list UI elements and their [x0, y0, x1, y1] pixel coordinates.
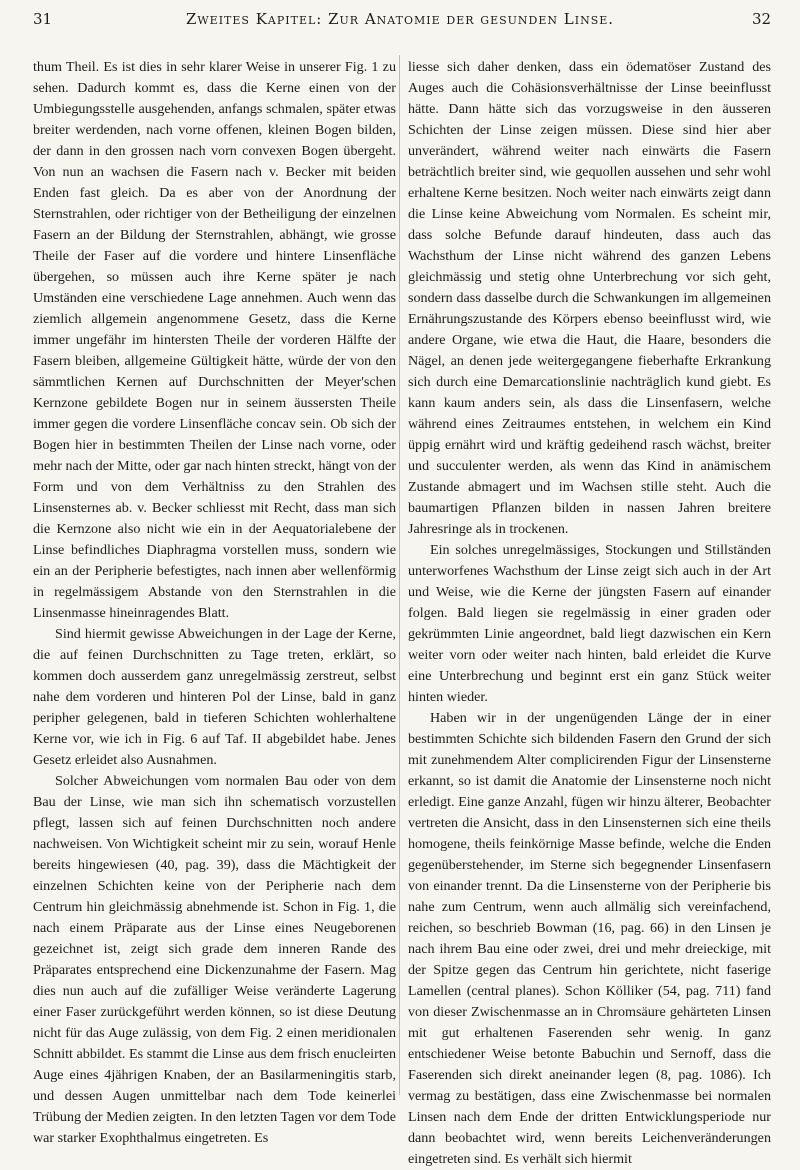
page-number-right: 32 — [752, 10, 772, 28]
page-number-left: 31 — [33, 10, 53, 28]
column-divider — [399, 55, 400, 1095]
paragraph: thum Theil. Es ist dies in sehr klarer Weise in unserer Fig. 1 zu sehen. Dadurch kommt es, dass die Kerne einen von der Umbiegungsstelle ausgehenden, anfangs schmalen, später etwas breiter werdenden, nach vorne offenen, kleinen Bogen bilden, der dann in den grossen nach vorn convexen Bogen übergeht. Von nun an wachsen die Fasern nach v. Becker mit beiden Enden fast gleich. Da es aber von der Anordnung der Sternstrahlen, oder richtiger von der Betheiligung der einzelnen Fasern an der Bildung der Sternstrahlen, abhängt, wie grosse Theile der Faser auf die vordere und hintere Linsenfläche übergehen, so müssen auch ihre Kerne später je nach Umständen eine verschiedene Lage annehmen. Auch wenn das ziemlich allgemein angenommene Gesetz, dass die Kerne immer ungefähr im hintersten Theile der vorderen Hälfte der Fasern bleiben, allgemeine Gültigkeit hätte, würde der von den sämmtlichen Kernen auf Durchschnitten der Meyer'schen Kernzone gebildete Bogen nur in seinem äussersten Theile immer gegen die vordere Linsenfläche concav sein. Ob sich der Bogen hier in bestimmten Theilen der Linse nach vorne, oder mehr nach der Mitte, oder gar nach hinten streckt, hängt von der Form und von dem Verhältniss zu den Strahlen des Linsensternes ab. v. Becker schliesst mit Recht, dass man sich die Kernzone also nicht wie ein in der Aequatorialebene der Linse befindliches Diaphragma vorstellen muss, sondern wie ein an der Peripherie befestigtes, nach innen aber wellenförmig in regelmässigem Abstande von den Sternstrahlen in die Linsenmasse hineinragendes Blatt. — [33, 59, 396, 621]
paragraph: Haben wir in der ungenügenden Länge der in einer bestimmten Schichte sich bildenden Fasern den Grund der sich mit zunehmendem Alter complicirenden Figur der Linsensterne erkannt, so ist damit die Anatomie der Linsensterne noch nicht erledigt. Eine ganze Anzahl, fügen wir hinzu älterer, Beobachter vertreten die Ansicht, dass in den Linsensternen sich eine theils homogene, theils feinkörnige Masse befinde, welche die Enden gegenüberstehender, im Sterne sich begegnender Linsenfasern von einander trennt. Da die Linsensterne von der Peripherie bis nahe zum Centrum, wenn auch allmälig sich vereinfachend, reichen, so beschrieb Bowman (16, pag. 66) in den Linsen je nach ihrem Bau eine oder zwei, drei und mehr dreieckige, mit der Spitze gegen das Centrum hin gerichtete, nicht faserige Lamellen (central planes). Schon Kölliker (54, pag. 711) fand von dieser Zwischenmasse an in Chromsäure gehärteten Linsen mit gut erhaltenen Faserenden sehr wenig. In ganz entschiedener Weise betonte Babuchin und Sernoff, dass die Faserenden sich direkt aneinander legen (8, pag. 1086). Ich vermag zu bestätigen, dass eine Zwischenmasse bei normalen Linsen nach dem Ende der dritten Entwicklungsperiode nur dann beobachtet wird, wenn bereits Leichenveränderungen eingetreten sind. Es verhält sich hiermit — [408, 710, 771, 1167]
paragraph: Sind hiermit gewisse Abweichungen in der Lage der Kerne, die auf feinen Durchschnitten zu Tage treten, erklärt, so kommen doch ausserdem ganz unregelmässig zerstreut, selbst nahe dem vorderen und hinteren Pol der Linse, bald in ganz peripher gelegenen, bald in tieferen Schichten wohlerhaltene Kerne vor, wie ich in Fig. 6 auf Taf. II abgebildet habe. Jenes Gesetz erleidet also Ausnahmen. — [33, 626, 396, 768]
paragraph: liesse sich daher denken, dass ein ödematöser Zustand des Auges auch die Cohäsionsverhältnisse der Linse beeinflusst hätte. Dann hätte sich das vorzugsweise in den äusseren Schichten der Linse zeigen müssen. Diese sind hier aber unverändert, während weiter nach einwärts die Fasern beträchtlich breiter sind, wie gequollen aussehen und sehr wohl erhaltene Kerne besitzen. Noch weiter nach einwärts zeigt dann die Linse keine Abweichung vom Normalen. Es scheint mir, dass solche Befunde darauf hindeuten, dass auch das Wachsthum der Linse nicht während des ganzen Lebens gleichmässig und stetig ohne Unterbrechung vor sich geht, sondern dass dasselbe durch die Schwankungen im allgemeinen Ernährungszustande des Körpers ebenso beeinflusst wird, wie andere Organe, wie etwa die Haut, die Haare, besonders die Nägel, an denen jede weitergegangene fieberhafte Erkrankung sich durch eine Demarcationslinie nachträglich kund giebt. Es kann kaum anders sein, als dass die Linsenfasern, welche während eines Zeitraumes entstehen, in welchem ein Kind üppig ernährt wird und kräftig gedeihend rasch wächst, breiter und succulenter werden, als wenn das Kind in anämischem Zustande abmagert und im Wachsen stille steht. Auch die baumartigen Pflanzen bilden in nassen Jahren breitere Jahresringe als in trockenen. — [408, 59, 771, 537]
paragraph: Solcher Abweichungen vom normalen Bau oder von dem Bau der Linse, wie man sich ihn schematisch vorzustellen pflegt, lassen sich auf feinen Durchschnitten noch andere nachweisen. Von Wichtigkeit scheint mir zu sein, worauf Henle bereits hingewiesen (40, pag. 39), dass die Mächtigkeit der einzelnen Schichten keine von der Peripherie nach dem Centrum hin gleichmässig abnehmende ist. Schon in Fig. 1, die nach einem Präparate aus der Linse eines Neugeborenen gezeichnet ist, zeigt sich grade dem inneren Rande des Präparates entsprechend eine Dickenzunahme der Fasern. Mag dies nun auch auf die zufälliger Weise veränderte Lagerung einer Faser zurückgeführt werden können, so ist diese Deutung nicht für das Auge zulässig, von dem Fig. 2 einen meridionalen Schnitt abbildet. Es stammt die Linse aus dem frisch enucleirten Auge eines 4jährigen Knaben, der an Basilarmeningitis starb, und dessen Augen unmittelbar nach dem Tode keinerlei Trübung der Medien zeigten. In den letzten Tagen vor dem Tode war starker Exophthalmus eingetreten. Es — [33, 773, 396, 1146]
running-title: Zweites Kapitel: Zur Anatomie der gesunden Linse. — [185, 10, 615, 28]
right-column — [408, 57, 771, 1167]
left-column — [33, 57, 396, 1146]
page-header — [0, 10, 800, 38]
paragraph: Ein solches unregelmässiges, Stockungen und Stillständen unterworfenes Wachsthum der Linse zeigt sich auch in der Art und Weise, wie die Kerne der jüngsten Fasern auf einander folgen. Bald liegen sie regelmässig in einer graden oder gekrümmten Linie angeordnet, bald liegt dazwischen ein Kern weiter vorn oder weiter nach hinten, bald erleidet die Kurve eine Unterbrechung und beginnt erst ein ganz Stück weiter hinten wieder. — [408, 542, 771, 705]
